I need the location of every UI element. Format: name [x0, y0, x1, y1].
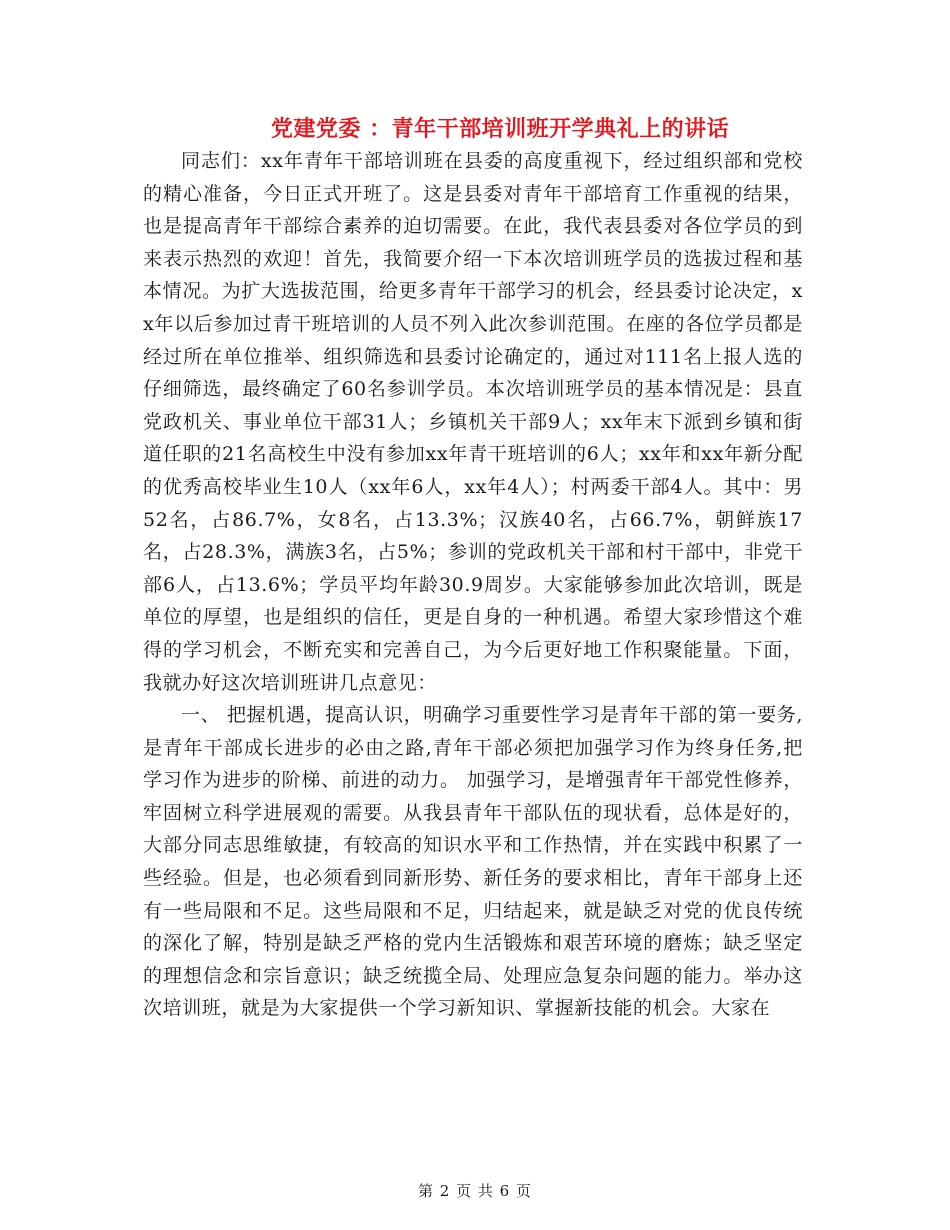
page-number-footer: 第 2 页 共 6 页: [418, 1182, 532, 1200]
document-title: 党建党委 ：青年干部培训班开学典礼上的讲话: [270, 117, 730, 142]
paragraph-section-one: 一、 把握机遇，提高认识，明确学习重要性学习是青年干部的第一要务,是青年干部成长进步的必由之路,青年干部必须把加强学习作为终身任务,把学习作为进步的阶梯、前进的动力。 加强学习，是增强青年干部党性修养，牢固树立科学进展观的需要。从我县青年干部队伍的现状看，总体是好的，大部分同志思维敏捷，有较高的知识水平和工作热情，并在实践中积累了一些经验。但是，也必须看到同新形势、新任务的要求相比，青年干部身上还有一些局限和不足。这些局限和不足，归结起来，就是缺乏对党的优良传统的深化了解，特别是缺乏严格的党内生活锻炼和艰苦环境的磨炼；缺乏坚定的理想信念和宗旨意识；缺乏统揽全局、处理应急复杂问题的能力。举办这次培训班，就是为大家提供一个学习新知识、掌握新技能的机会。大家在: [143, 704, 803, 1020]
document-body: [143, 145, 803, 1025]
paragraph-greeting: 同志们：xx年青年干部培训班在县委的高度重视下，经过组织部和党校的精心准备，今日正式开班了。这是县委对青年干部培育工作重视的结果，也是提高青年干部综合素养的迫切需要。在此，我代表县委对各位学员的到来表示热烈的欢迎！首先，我简要介绍一下本次培训班学员的选拔过程和基本情况。为扩大选拔范围，给更多青年干部学习的机会，经县委讨论决定，xx年以后参加过青干班培训的人员不列入此次参训范围。在座的各位学员都是经过所在单位推举、组织筛选和县委讨论确定的，通过对111名上报人选的仔细筛选，最终确定了60名参训学员。本次培训班学员的基本情况是：县直党政机关、事业单位干部31人；乡镇机关干部9人；xx年末下派到乡镇和街道任职的21名高校生中没有参加xx年青干班培训的6人；xx年和xx年新分配的优秀高校毕业生10人（xx年6人，xx年4人）；村两委干部4人。其中：男52名，占86.7%，女8名，占13.3%；汉族40名，占66.7%，朝鲜族17名，占28.3%，满族3名，占5%；参训的党政机关干部和村干部中，非党干部6人，占13.6%；学员平均年龄30.9周岁。大家能够参加此次培训，既是单位的厚望，也是组织的信任，更是自身的一种机遇。希望大家珍惜这个难得的学习机会，不断充实和完善自己，为今后更好地工作积聚能量。下面，我就办好这次培训班讲几点意见：: [143, 150, 803, 694]
